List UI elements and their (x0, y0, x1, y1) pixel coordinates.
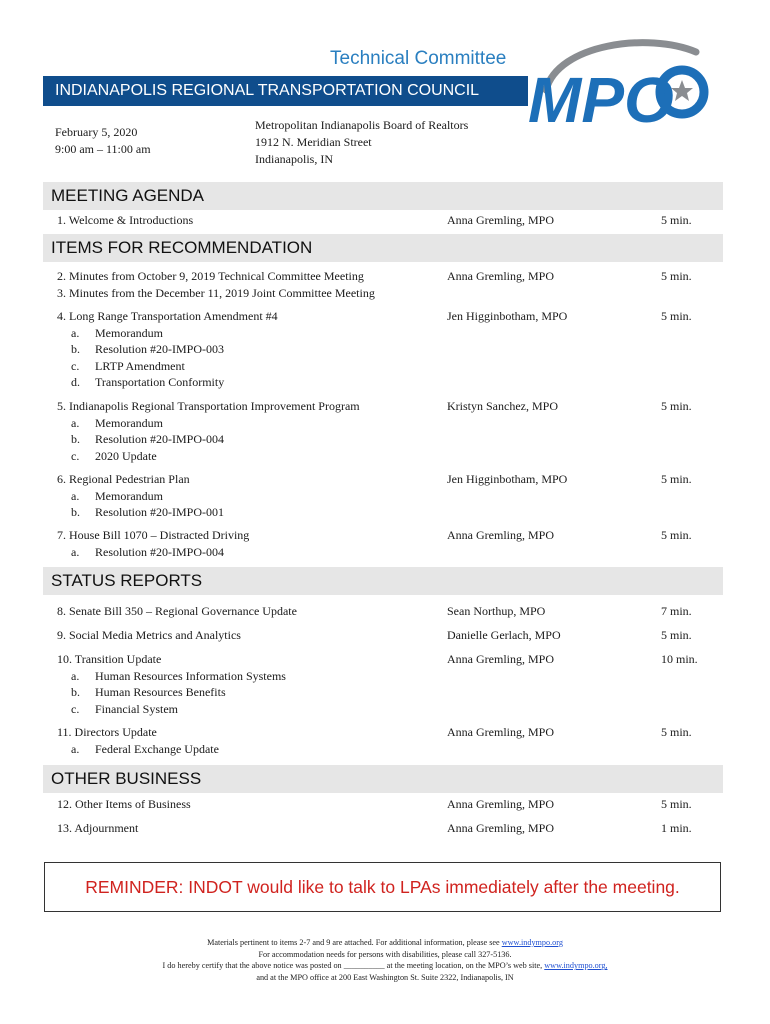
sub-item: b. Resolution #20-IMPO-004 (71, 432, 224, 446)
section-items-for-recommendation: ITEMS FOR RECOMMENDATION (43, 234, 723, 262)
sub-item: a. Federal Exchange Update (71, 741, 219, 756)
star-icon (671, 80, 693, 101)
meeting-date: February 5, 2020 (55, 125, 138, 139)
website-link[interactable]: www.indympo.org (501, 938, 563, 947)
logo-text: MPO (528, 64, 674, 130)
sub-item: c. Financial System (71, 701, 178, 716)
sub-item: a. Memorandum (71, 488, 163, 503)
sub-item: c. LRTP Amendment (71, 358, 185, 373)
sub-item: a. Resolution #20-IMPO-004 (71, 544, 224, 559)
sub-item: a. Human Resources Information Systems (71, 668, 286, 683)
sub-item: a. Memorandum (71, 415, 163, 430)
reminder-box: REMINDER: INDOT would like to talk to LPAs immediately after the meeting. (44, 862, 721, 912)
mpo-logo (518, 30, 728, 130)
website-link-2[interactable]: www.indympo.org, (544, 961, 608, 971)
committee-title: Technical Committee (330, 48, 507, 69)
section-meeting-agenda: MEETING AGENDA (43, 182, 723, 210)
sub-item: d. Transportation Conformity (71, 375, 225, 389)
sub-item: b. Resolution #20-IMPO-001 (71, 505, 224, 519)
footer-notice: Materials pertinent to items 2-7 and 9 are attached. For additional information, please see www.indympo.org For accommodation needs for persons with disabilities, please call 327-5136. I do hereby certify that the above notice was posted on __________ at the meeting location, on the MPO’s web site, www.indympo.org, and at the MPO office at 200 East Washington St. Suite 2322, Indianapolis, IN (162, 938, 608, 982)
venue-name: Metropolitan Indianapolis Board of Realtors (255, 118, 469, 132)
section-other-business: OTHER BUSINESS (43, 765, 723, 793)
sub-item: b. Human Resources Benefits (71, 685, 226, 699)
council-banner: INDIANAPOLIS REGIONAL TRANSPORTATION COUNCIL (43, 76, 528, 106)
venue-city: Indianapolis, IN (255, 152, 333, 166)
sub-item: a. Memorandum (71, 325, 163, 340)
meeting-time: 9:00 am – 11:00 am (55, 142, 151, 156)
venue-street: 1912 N. Meridian Street (255, 135, 372, 149)
sub-item: b. Resolution #20-IMPO-003 (71, 342, 224, 356)
section-status-reports: STATUS REPORTS (43, 567, 723, 595)
sub-item: c. 2020 Update (71, 448, 157, 463)
